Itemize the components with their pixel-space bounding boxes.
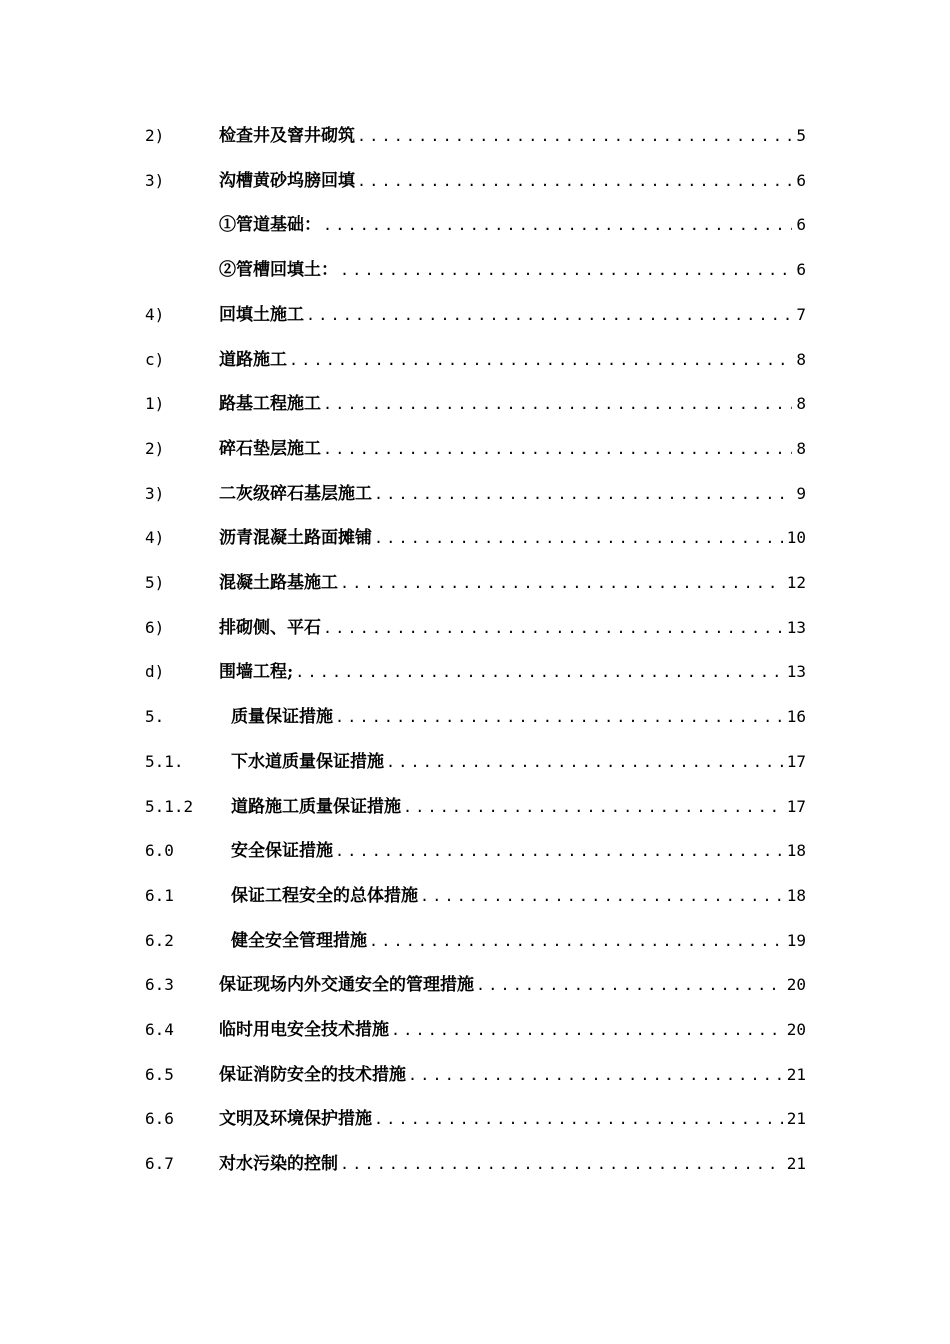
toc-entry[interactable] (145, 524, 806, 552)
toc-entry[interactable] (145, 1150, 806, 1178)
toc-entry[interactable] (145, 435, 806, 463)
toc-dot-leader (369, 927, 783, 955)
toc-entry-page-number: 7 (796, 304, 806, 324)
toc-dot-leader (386, 748, 783, 776)
toc-entry-page-number: 13 (786, 662, 806, 682)
toc-dot-leader (357, 122, 792, 150)
toc-dot-leader (476, 971, 783, 999)
toc-dot-leader (289, 346, 792, 374)
toc-entry-page-number: 12 (786, 573, 806, 592)
toc-entry[interactable] (145, 211, 806, 239)
toc-entry-number: 2) (145, 438, 165, 458)
toc-entry-number: 1) (145, 394, 165, 414)
toc-entry[interactable] (145, 748, 806, 776)
toc-entry-page-number: 18 (786, 841, 806, 861)
toc-entry-page-number: 21 (786, 1154, 806, 1174)
toc-entry-number: 6) (145, 617, 165, 637)
toc-entry[interactable] (145, 882, 806, 910)
toc-entry[interactable] (145, 301, 806, 329)
toc-entry-title: 检查井及窨井砌筑 (219, 126, 355, 146)
toc-entry[interactable] (145, 256, 806, 284)
toc-dot-leader (374, 480, 792, 508)
toc-dot-leader (340, 569, 783, 597)
toc-dot-leader (403, 793, 783, 821)
toc-entry[interactable] (145, 703, 806, 731)
toc-entry-page-number: 17 (786, 751, 806, 771)
toc-entry-number: 6.4 (145, 1020, 174, 1039)
toc-entry-title: 回填土施工 (219, 304, 304, 325)
toc-dot-leader (323, 435, 792, 463)
toc-entry-page-number: 13 (786, 617, 806, 637)
toc-entry-title: 安全保证措施 (231, 841, 333, 862)
toc-entry-number: 6.6 (145, 1109, 174, 1129)
toc-entry-title: 沟槽黄砂坞膀回填 (219, 170, 355, 191)
toc-entry[interactable] (145, 793, 806, 821)
toc-entry[interactable] (145, 1061, 806, 1089)
toc-entry-title: 道路施工 (219, 349, 287, 370)
toc-entry-number: 3) (145, 483, 165, 503)
toc-dot-leader (408, 1061, 783, 1089)
toc-dot-leader (340, 256, 792, 284)
toc-entry-page-number: 17 (786, 796, 806, 816)
toc-entry-page-number: 8 (796, 438, 806, 458)
toc-entry-title: 健全安全管理措施 (231, 930, 367, 951)
toc-dot-leader (323, 390, 792, 418)
toc-dot-leader (357, 167, 792, 195)
toc-dot-leader (323, 211, 792, 239)
toc-entry[interactable] (145, 569, 806, 597)
toc-entry-title: 围墙工程; (219, 662, 294, 683)
toc-entry-title: 碎石垫层施工 (219, 438, 321, 459)
toc-entry-number: 5.1.2 (145, 796, 194, 816)
toc-entry-title: 质量保证措施 (231, 707, 333, 728)
toc-entry-page-number: 20 (786, 1020, 806, 1039)
toc-entry-number: 5. (145, 707, 165, 727)
toc-entry-page-number: 8 (796, 349, 806, 369)
toc-entry-title: 沥青混凝土路面摊铺 (219, 528, 372, 549)
toc-entry-title: 排砌侧、平石 (219, 617, 321, 638)
toc-entry-number: 5) (145, 573, 165, 592)
toc-entry-page-number: 6 (796, 260, 806, 280)
toc-entry-title: 下水道质量保证措施 (231, 751, 384, 772)
toc-entry-title: ①管道基础： (219, 215, 321, 236)
toc-entry[interactable] (145, 122, 806, 150)
toc-dot-leader (306, 301, 792, 329)
toc-entry-page-number: 6 (796, 215, 806, 235)
toc-dot-leader (335, 703, 783, 731)
toc-entry[interactable] (145, 927, 806, 955)
toc-entry-title: 道路施工质量保证措施 (231, 796, 401, 817)
toc-entry-number: 2) (145, 126, 165, 145)
toc-entry-page-number: 16 (786, 707, 806, 727)
toc-entry[interactable] (145, 167, 806, 195)
toc-entry-page-number: 20 (786, 975, 806, 995)
toc-entry-number: 4) (145, 304, 165, 324)
toc-entry-page-number: 10 (786, 528, 806, 548)
toc-dot-leader (295, 658, 782, 686)
toc-entry[interactable] (145, 837, 806, 865)
toc-entry-page-number: 18 (786, 885, 806, 905)
toc-entry-number: 6.0 (145, 841, 174, 861)
toc-entry-title: 文明及环境保护措施 (219, 1109, 372, 1130)
toc-entry-page-number: 21 (786, 1109, 806, 1129)
toc-dot-leader (420, 882, 783, 910)
toc-entry-page-number: 19 (786, 930, 806, 950)
toc-entry-number: 6.1 (145, 885, 174, 905)
toc-entry-number: 6.5 (145, 1064, 174, 1084)
toc-entry-title: 对水污染的控制 (219, 1154, 338, 1175)
toc-entry-page-number: 8 (796, 394, 806, 414)
toc-entry-page-number: 5 (796, 126, 806, 145)
toc-entry-title: 保证工程安全的总体措施 (231, 885, 418, 906)
toc-dot-leader (340, 1150, 783, 1178)
toc-entry-page-number: 9 (796, 483, 806, 503)
toc-entry[interactable] (145, 346, 806, 374)
toc-entry-title: 保证现场内外交通安全的管理措施 (219, 975, 474, 996)
toc-entry-number: 3) (145, 170, 165, 190)
toc-entry[interactable] (145, 480, 806, 508)
toc-entry-number: 6.2 (145, 930, 174, 950)
toc-entry-number: 6.7 (145, 1154, 174, 1174)
toc-entry[interactable] (145, 614, 806, 642)
toc-entry-title: 二灰级碎石基层施工 (219, 483, 372, 504)
toc-dot-leader (391, 1016, 783, 1044)
toc-entry-number: 6.3 (145, 975, 174, 995)
toc-entry-number: c) (145, 349, 165, 369)
toc-entry-title: ②管槽回填土： (219, 260, 338, 281)
toc-entry-page-number: 21 (786, 1064, 806, 1084)
toc-entry-page-number: 6 (796, 170, 806, 190)
toc-entry-number: 5.1. (145, 751, 184, 771)
toc-entry[interactable] (145, 658, 806, 686)
toc-entry-number: d) (145, 662, 165, 682)
toc-entry-number: 4) (145, 528, 165, 548)
toc-dot-leader (374, 524, 783, 552)
toc-entry-title: 路基工程施工 (219, 394, 321, 415)
toc-entry[interactable] (145, 1016, 806, 1044)
toc-dot-leader (335, 837, 783, 865)
toc-entry[interactable] (145, 971, 806, 999)
toc-entry[interactable] (145, 1105, 806, 1133)
toc-dot-leader (374, 1105, 783, 1133)
toc-entry-title: 混凝土路基施工 (219, 573, 338, 593)
toc-entry[interactable] (145, 390, 806, 418)
toc-dot-leader (323, 614, 783, 642)
toc-entry-title: 临时用电安全技术措施 (219, 1020, 389, 1040)
toc-entry-title: 保证消防安全的技术措施 (219, 1064, 406, 1085)
